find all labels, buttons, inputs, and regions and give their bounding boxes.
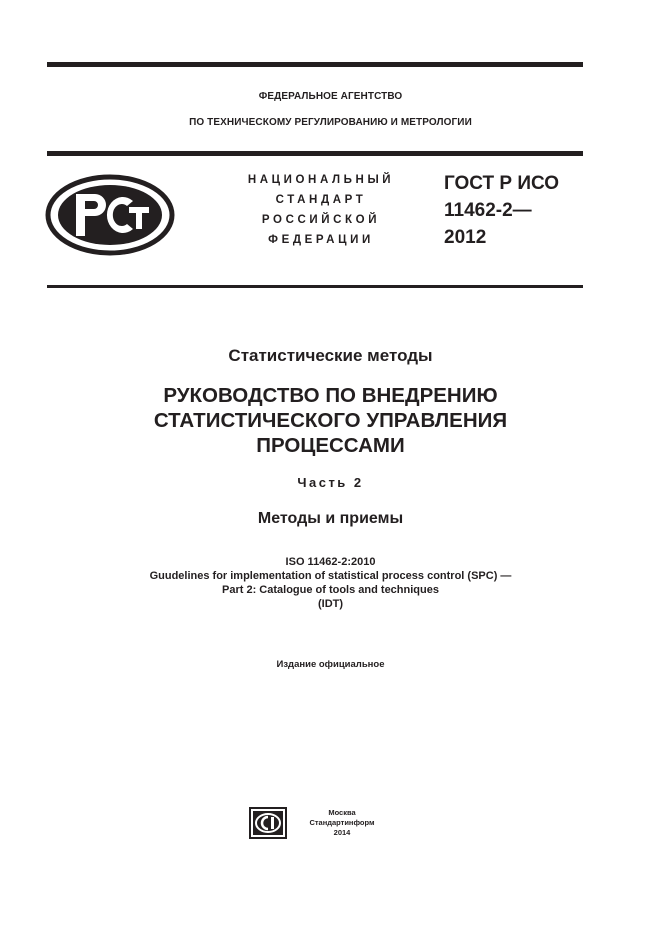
iso-line-1: ISO 11462-2:2010 <box>285 556 376 568</box>
publisher-info <box>292 808 392 838</box>
nat-line-2: СТАНДАРТ <box>275 194 367 206</box>
standartinform-logo-icon <box>249 807 287 839</box>
agency-line-2: ПО ТЕХНИЧЕСКОМУ РЕГУЛИРОВАНИЮ И МЕТРОЛОГИИ <box>189 117 472 128</box>
gost-line-2: 11462-2— <box>444 200 532 221</box>
rst-logo-icon <box>45 174 175 256</box>
nat-line-3: РОССИЙСКОЙ <box>261 214 381 226</box>
iso-line-3: Part 2: Catalogue of tools and techniques <box>222 584 439 596</box>
gost-line-3: 2012 <box>444 227 487 248</box>
top-rule <box>47 62 583 67</box>
subject-title: Статистические методы <box>228 346 433 365</box>
gost-line-1: ГОСТ Р ИСО <box>444 173 560 194</box>
part-label: Часть 2 <box>297 475 364 490</box>
nat-line-4: ФЕДЕРАЦИИ <box>268 234 374 246</box>
main-title-line-3: ПРОЦЕССАМИ <box>256 434 405 457</box>
publisher-name: Стандартинформ <box>309 818 375 827</box>
national-standard-label <box>226 170 416 250</box>
main-title <box>0 383 661 458</box>
publisher-city: Москва <box>328 808 356 817</box>
block-rule <box>47 285 583 288</box>
agency-line-1: ФЕДЕРАЛЬНОЕ АГЕНТСТВО <box>258 91 403 102</box>
nat-line-1: НАЦИОНАЛЬНЫЙ <box>247 174 395 186</box>
gost-designation <box>444 170 559 251</box>
iso-line-2: Guudelines for implementation of statistical process control (SPC) — <box>149 570 512 582</box>
part-title: Методы и приемы <box>257 510 404 527</box>
main-title-line-1: РУКОВОДСТВО ПО ВНЕДРЕНИЮ <box>163 384 498 407</box>
header-rule <box>47 151 583 156</box>
edition-label: Издание официальное <box>276 659 385 670</box>
main-title-line-2: СТАТИСТИЧЕСКОГО УПРАВЛЕНИЯ <box>153 409 508 432</box>
iso-reference <box>0 555 661 611</box>
iso-line-4: (IDT) <box>317 598 344 610</box>
publisher-year: 2014 <box>333 828 351 837</box>
